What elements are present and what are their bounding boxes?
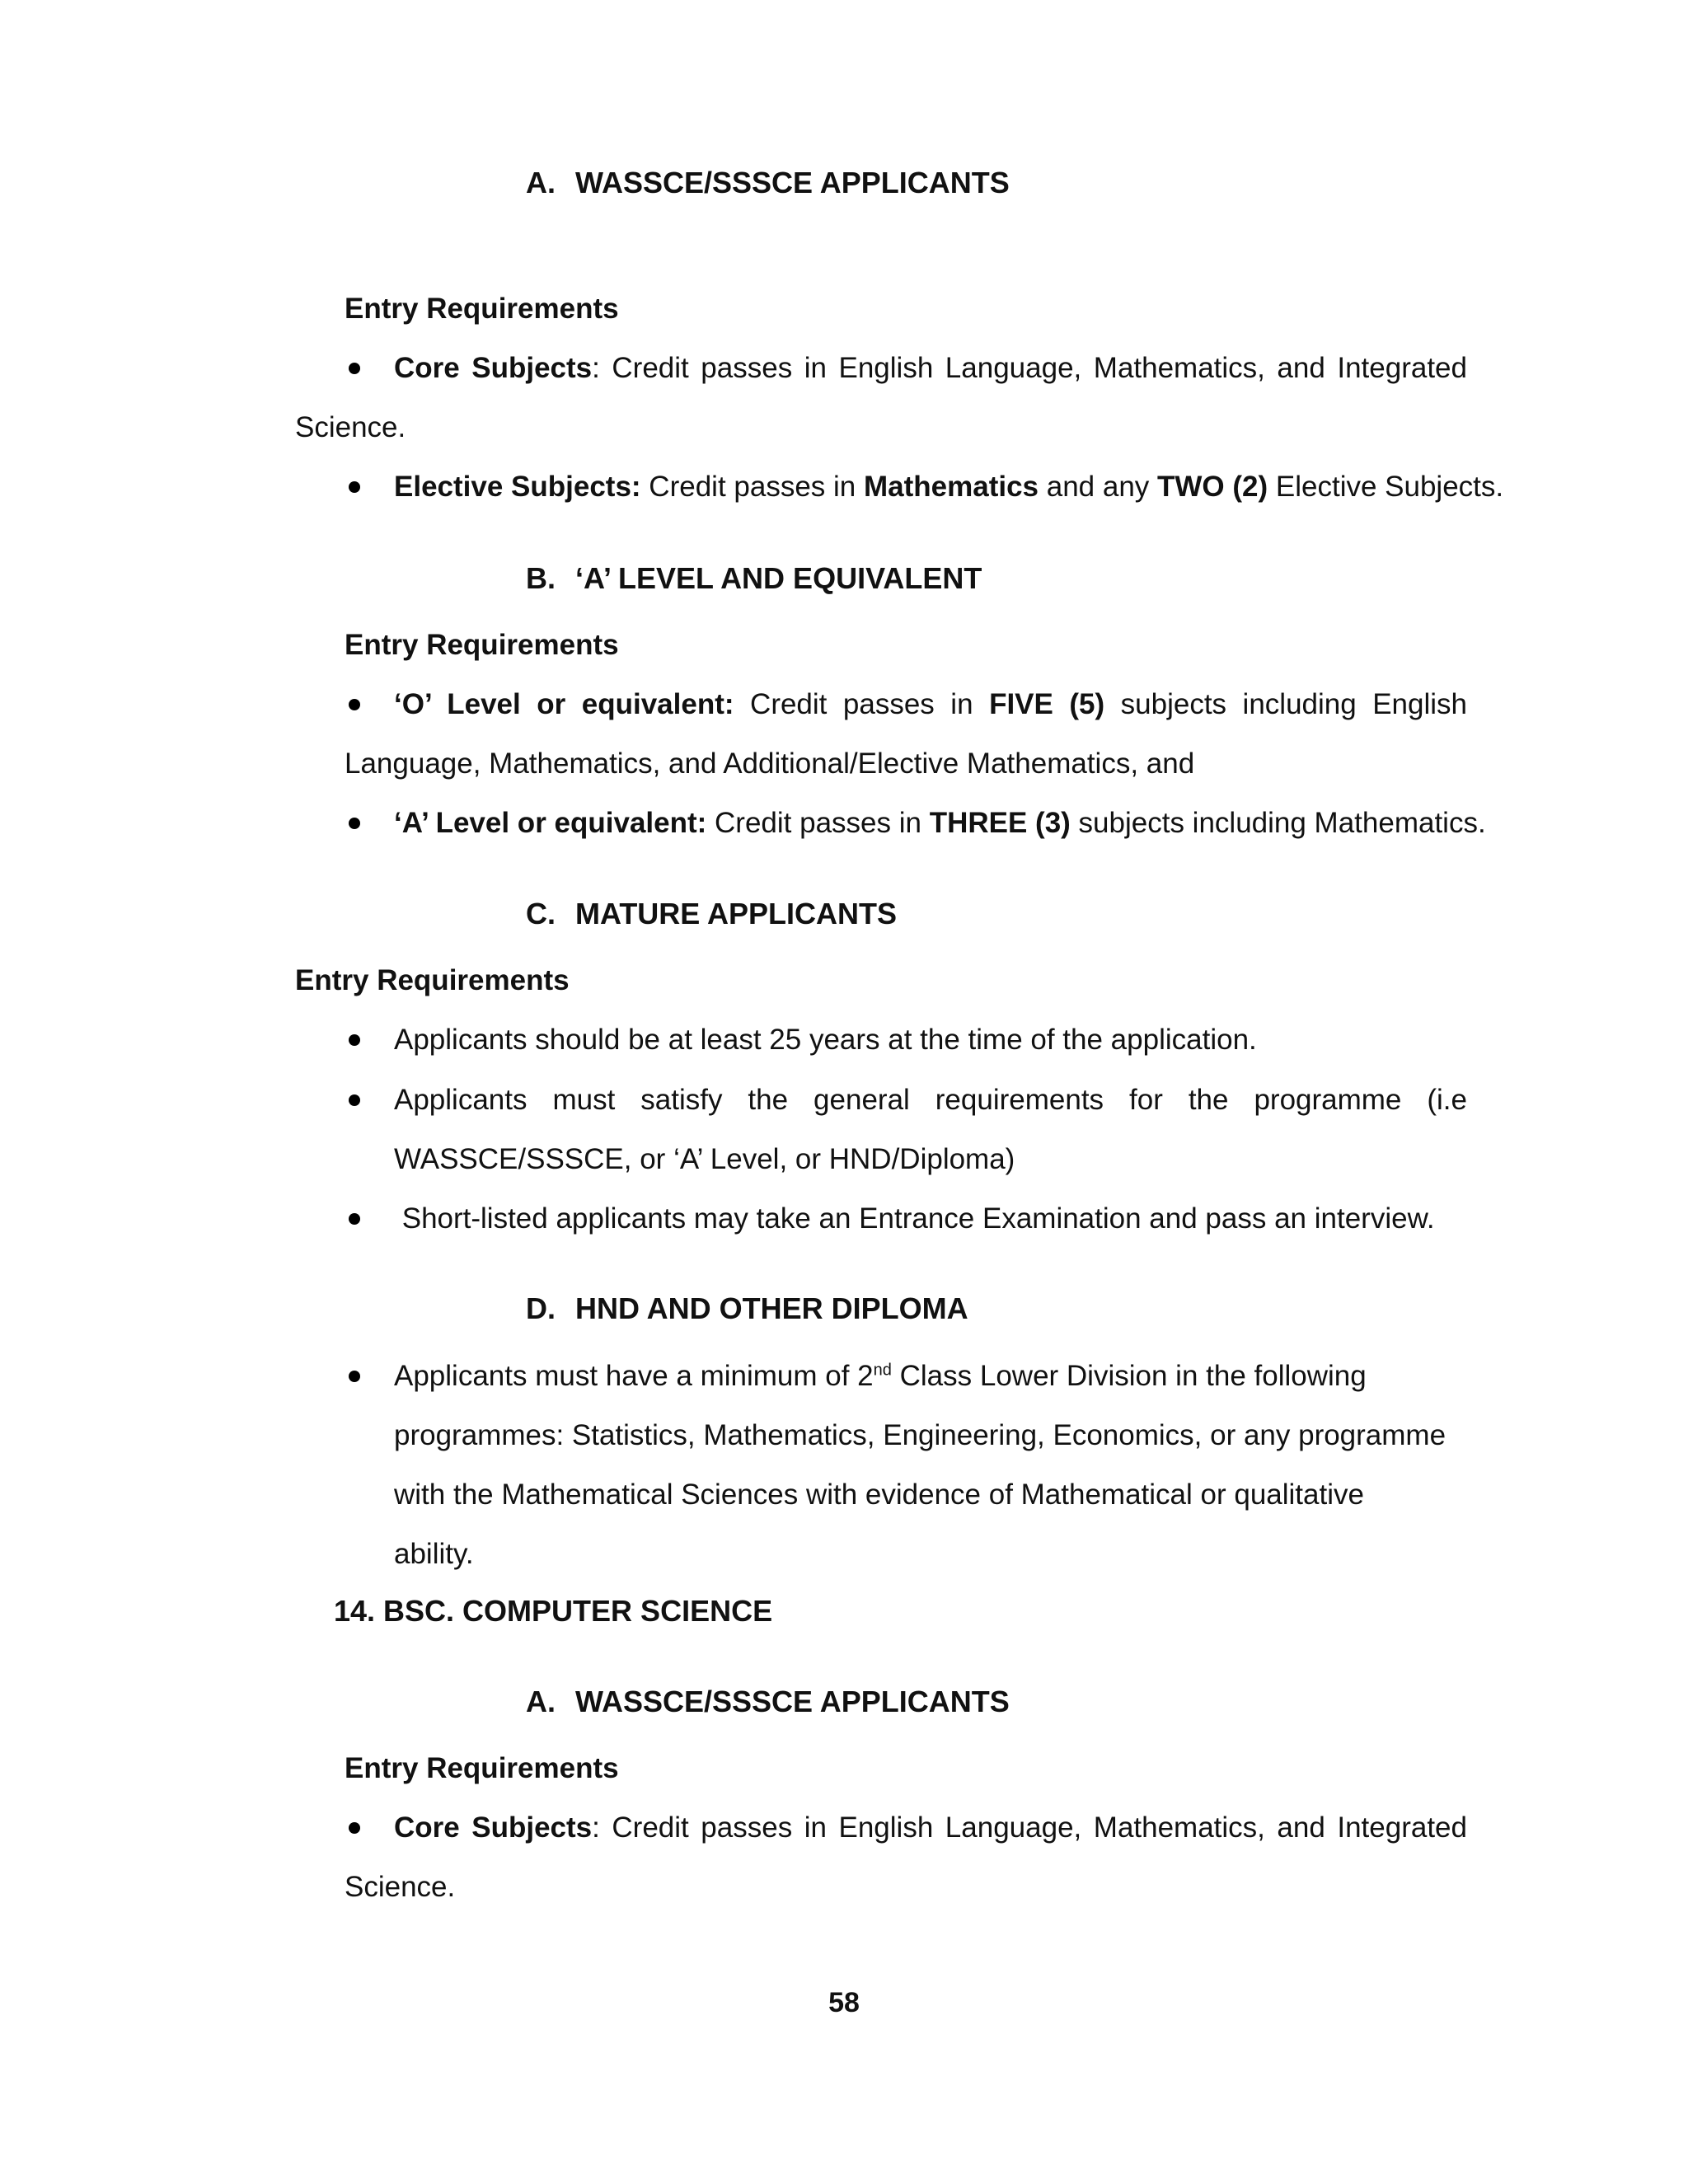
programme-heading: 14. BSC. COMPUTER SCIENCE [334, 1594, 773, 1628]
section-letter: B. [526, 561, 556, 595]
core-subjects-label: Core Subjects [394, 352, 593, 384]
text-run: Credit passes in [734, 688, 990, 720]
text-run: Applicants must have a minimum of 2 [394, 1360, 874, 1392]
core-subjects-continuation: Science. [295, 411, 406, 443]
mature-item-requirements-continuation: WASSCE/SSSCE, or ‘A’ Level, or HND/Diploma) [394, 1143, 1015, 1175]
section-letter: A. [526, 166, 556, 199]
entry-requirements-heading: Entry Requirements [295, 964, 570, 996]
a-level-line [394, 805, 1486, 841]
mature-item-requirements: Applicants must satisfy the general requirements for the programme (i.e [394, 1084, 1467, 1116]
section-d-heading [526, 1291, 968, 1327]
text-run: subjects including English [1104, 688, 1468, 720]
section-title: WASSCE/SSSCE APPLICANTS [575, 1685, 1010, 1718]
section-title: ‘A’ LEVEL AND EQUIVALENT [575, 561, 982, 595]
bold-run: THREE (3) [929, 807, 1071, 839]
core-subjects-line [394, 350, 1467, 387]
bullet-icon [349, 1822, 360, 1834]
section-c-heading [526, 896, 897, 932]
o-level-label: ‘O’ Level or equivalent: [394, 688, 734, 720]
section-title: WASSCE/SSSCE APPLICANTS [575, 166, 1010, 199]
bullet-icon [349, 363, 360, 374]
entry-requirements-heading: Entry Requirements [345, 293, 619, 325]
text-run: Elective Subjects. [1268, 471, 1504, 503]
section-title: HND AND OTHER DIPLOMA [575, 1291, 968, 1325]
hnd-item-line4: ability. [394, 1538, 474, 1570]
page-number: 58 [828, 1987, 860, 2018]
core-subjects-label: Core Subjects [394, 1811, 593, 1844]
bullet-icon [349, 1034, 360, 1046]
hnd-item-line3: with the Mathematical Sciences with evidence of Mathematical or qualitative [394, 1479, 1364, 1511]
bold-run: FIVE (5) [989, 688, 1105, 720]
bold-run: TWO (2) [1157, 471, 1268, 503]
core-subjects-text: : Credit passes in English Language, Mathematics, and Integrated [592, 1811, 1467, 1844]
section-a-heading [526, 165, 1010, 201]
bold-run: Mathematics [863, 471, 1039, 503]
bullet-icon [349, 481, 360, 493]
core-subjects-continuation: Science. [345, 1871, 456, 1903]
section-a-heading [526, 1684, 1010, 1720]
section-b-heading [526, 560, 982, 597]
a-level-label: ‘A’ Level or equivalent: [394, 807, 707, 839]
bullet-icon [349, 699, 360, 710]
bullet-icon [349, 818, 360, 829]
section-letter: D. [526, 1291, 556, 1325]
text-run: Credit passes in [640, 471, 864, 503]
mature-item-exam: Short-listed applicants may take an Entrance Examination and pass an interview. [394, 1202, 1435, 1235]
text-run: and any [1039, 471, 1158, 503]
section-title: MATURE APPLICANTS [575, 897, 897, 930]
o-level-continuation: Language, Mathematics, and Additional/Elective Mathematics, and [345, 748, 1195, 780]
o-level-line [394, 687, 1467, 723]
hnd-item-line2: programmes: Statistics, Mathematics, Engineering, Economics, or any programme [394, 1419, 1447, 1451]
mature-item-age: Applicants should be at least 25 years at the time of the application. [394, 1024, 1257, 1056]
bullet-icon [349, 1213, 360, 1225]
text-run: subjects including Mathematics. [1070, 807, 1486, 839]
hnd-item-line1 [394, 1358, 1367, 1394]
core-subjects-line [394, 1810, 1467, 1846]
superscript: nd [873, 1361, 892, 1380]
entry-requirements-heading: Entry Requirements [345, 629, 619, 661]
elective-subjects-line [394, 469, 1503, 505]
text-run: Credit passes in [706, 807, 930, 839]
core-subjects-text: : Credit passes in English Language, Mathematics, and Integrated [592, 352, 1467, 384]
text-run: Class Lower Division in the following [891, 1360, 1367, 1392]
section-letter: A. [526, 1685, 556, 1718]
section-letter: C. [526, 897, 556, 930]
bullet-icon [349, 1094, 360, 1106]
elective-subjects-label: Elective Subjects: [394, 471, 641, 503]
entry-requirements-heading: Entry Requirements [345, 1752, 619, 1784]
bullet-icon [349, 1371, 360, 1382]
